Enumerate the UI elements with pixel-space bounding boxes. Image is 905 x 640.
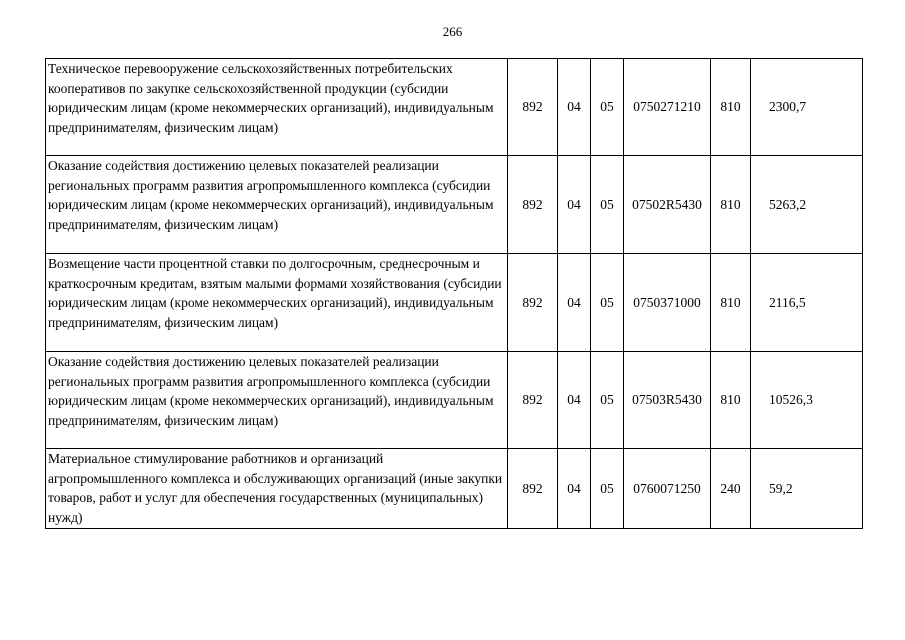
target-article-code: 07502R5430 bbox=[624, 156, 711, 254]
subsection-code: 05 bbox=[591, 254, 624, 352]
section-code: 04 bbox=[558, 352, 591, 449]
expense-type-code: 240 bbox=[711, 449, 751, 529]
amount-value: 2300,7 bbox=[751, 59, 863, 156]
section-code: 04 bbox=[558, 254, 591, 352]
target-article-code: 0750271210 bbox=[624, 59, 711, 156]
expense-type-code: 810 bbox=[711, 59, 751, 156]
budget-table bbox=[45, 58, 863, 529]
section-code: 04 bbox=[558, 449, 591, 529]
section-code: 04 bbox=[558, 59, 591, 156]
table-row bbox=[46, 254, 863, 352]
subsection-code: 05 bbox=[591, 449, 624, 529]
amount-value: 5263,2 bbox=[751, 156, 863, 254]
table-row bbox=[46, 59, 863, 156]
expense-type-code: 810 bbox=[711, 156, 751, 254]
expense-description: Оказание содействия достижению целевых показателей реализации региональных программ развития агропромышленного комплекса (субсидии юридическим лицам (кроме некоммерческих организаций), индивидуальным предпринимателям, физическим лицам) bbox=[46, 156, 508, 254]
subsection-code: 05 bbox=[591, 59, 624, 156]
ministry-code: 892 bbox=[508, 449, 558, 529]
target-article-code: 0750371000 bbox=[624, 254, 711, 352]
amount-value: 59,2 bbox=[751, 449, 863, 529]
expense-description: Оказание содействия достижению целевых показателей реализации региональных программ развития агропромышленного комплекса (субсидии юридическим лицам (кроме некоммерческих организаций), индивидуальным предпринимателям, физическим лицам) bbox=[46, 352, 508, 449]
ministry-code: 892 bbox=[508, 156, 558, 254]
expense-description: Техническое перевооружение сельскохозяйственных потребительских кооперативов по закупке сельскохозяйственной продукции (субсидии юридическим лицам (кроме некоммерческих организаций), индивидуальным предпринимателям, физическим лицам) bbox=[46, 59, 508, 156]
target-article-code: 07503R5430 bbox=[624, 352, 711, 449]
amount-value: 10526,3 bbox=[751, 352, 863, 449]
ministry-code: 892 bbox=[508, 254, 558, 352]
section-code: 04 bbox=[558, 156, 591, 254]
subsection-code: 05 bbox=[591, 156, 624, 254]
expense-description: Материальное стимулирование работников и организаций агропромышленного комплекса и обслуживающих организаций (иные закупки товаров, работ и услуг для обеспечения государственных (муниципальных) нужд) bbox=[46, 449, 508, 529]
page-number: 266 bbox=[442, 24, 463, 39]
expense-type-code: 810 bbox=[711, 254, 751, 352]
table-row bbox=[46, 449, 863, 529]
table-row bbox=[46, 352, 863, 449]
expense-description: Возмещение части процентной ставки по долгосрочным, среднесрочным и краткосрочным кредитам, взятым малыми формами хозяйствования (субсидии юридическим лицам (кроме некоммерческих организаций), индивидуальным предпринимателям, физическим лицам) bbox=[46, 254, 508, 352]
ministry-code: 892 bbox=[508, 59, 558, 156]
subsection-code: 05 bbox=[591, 352, 624, 449]
amount-value: 2116,5 bbox=[751, 254, 863, 352]
expense-type-code: 810 bbox=[711, 352, 751, 449]
target-article-code: 0760071250 bbox=[624, 449, 711, 529]
table-row bbox=[46, 156, 863, 254]
ministry-code: 892 bbox=[508, 352, 558, 449]
